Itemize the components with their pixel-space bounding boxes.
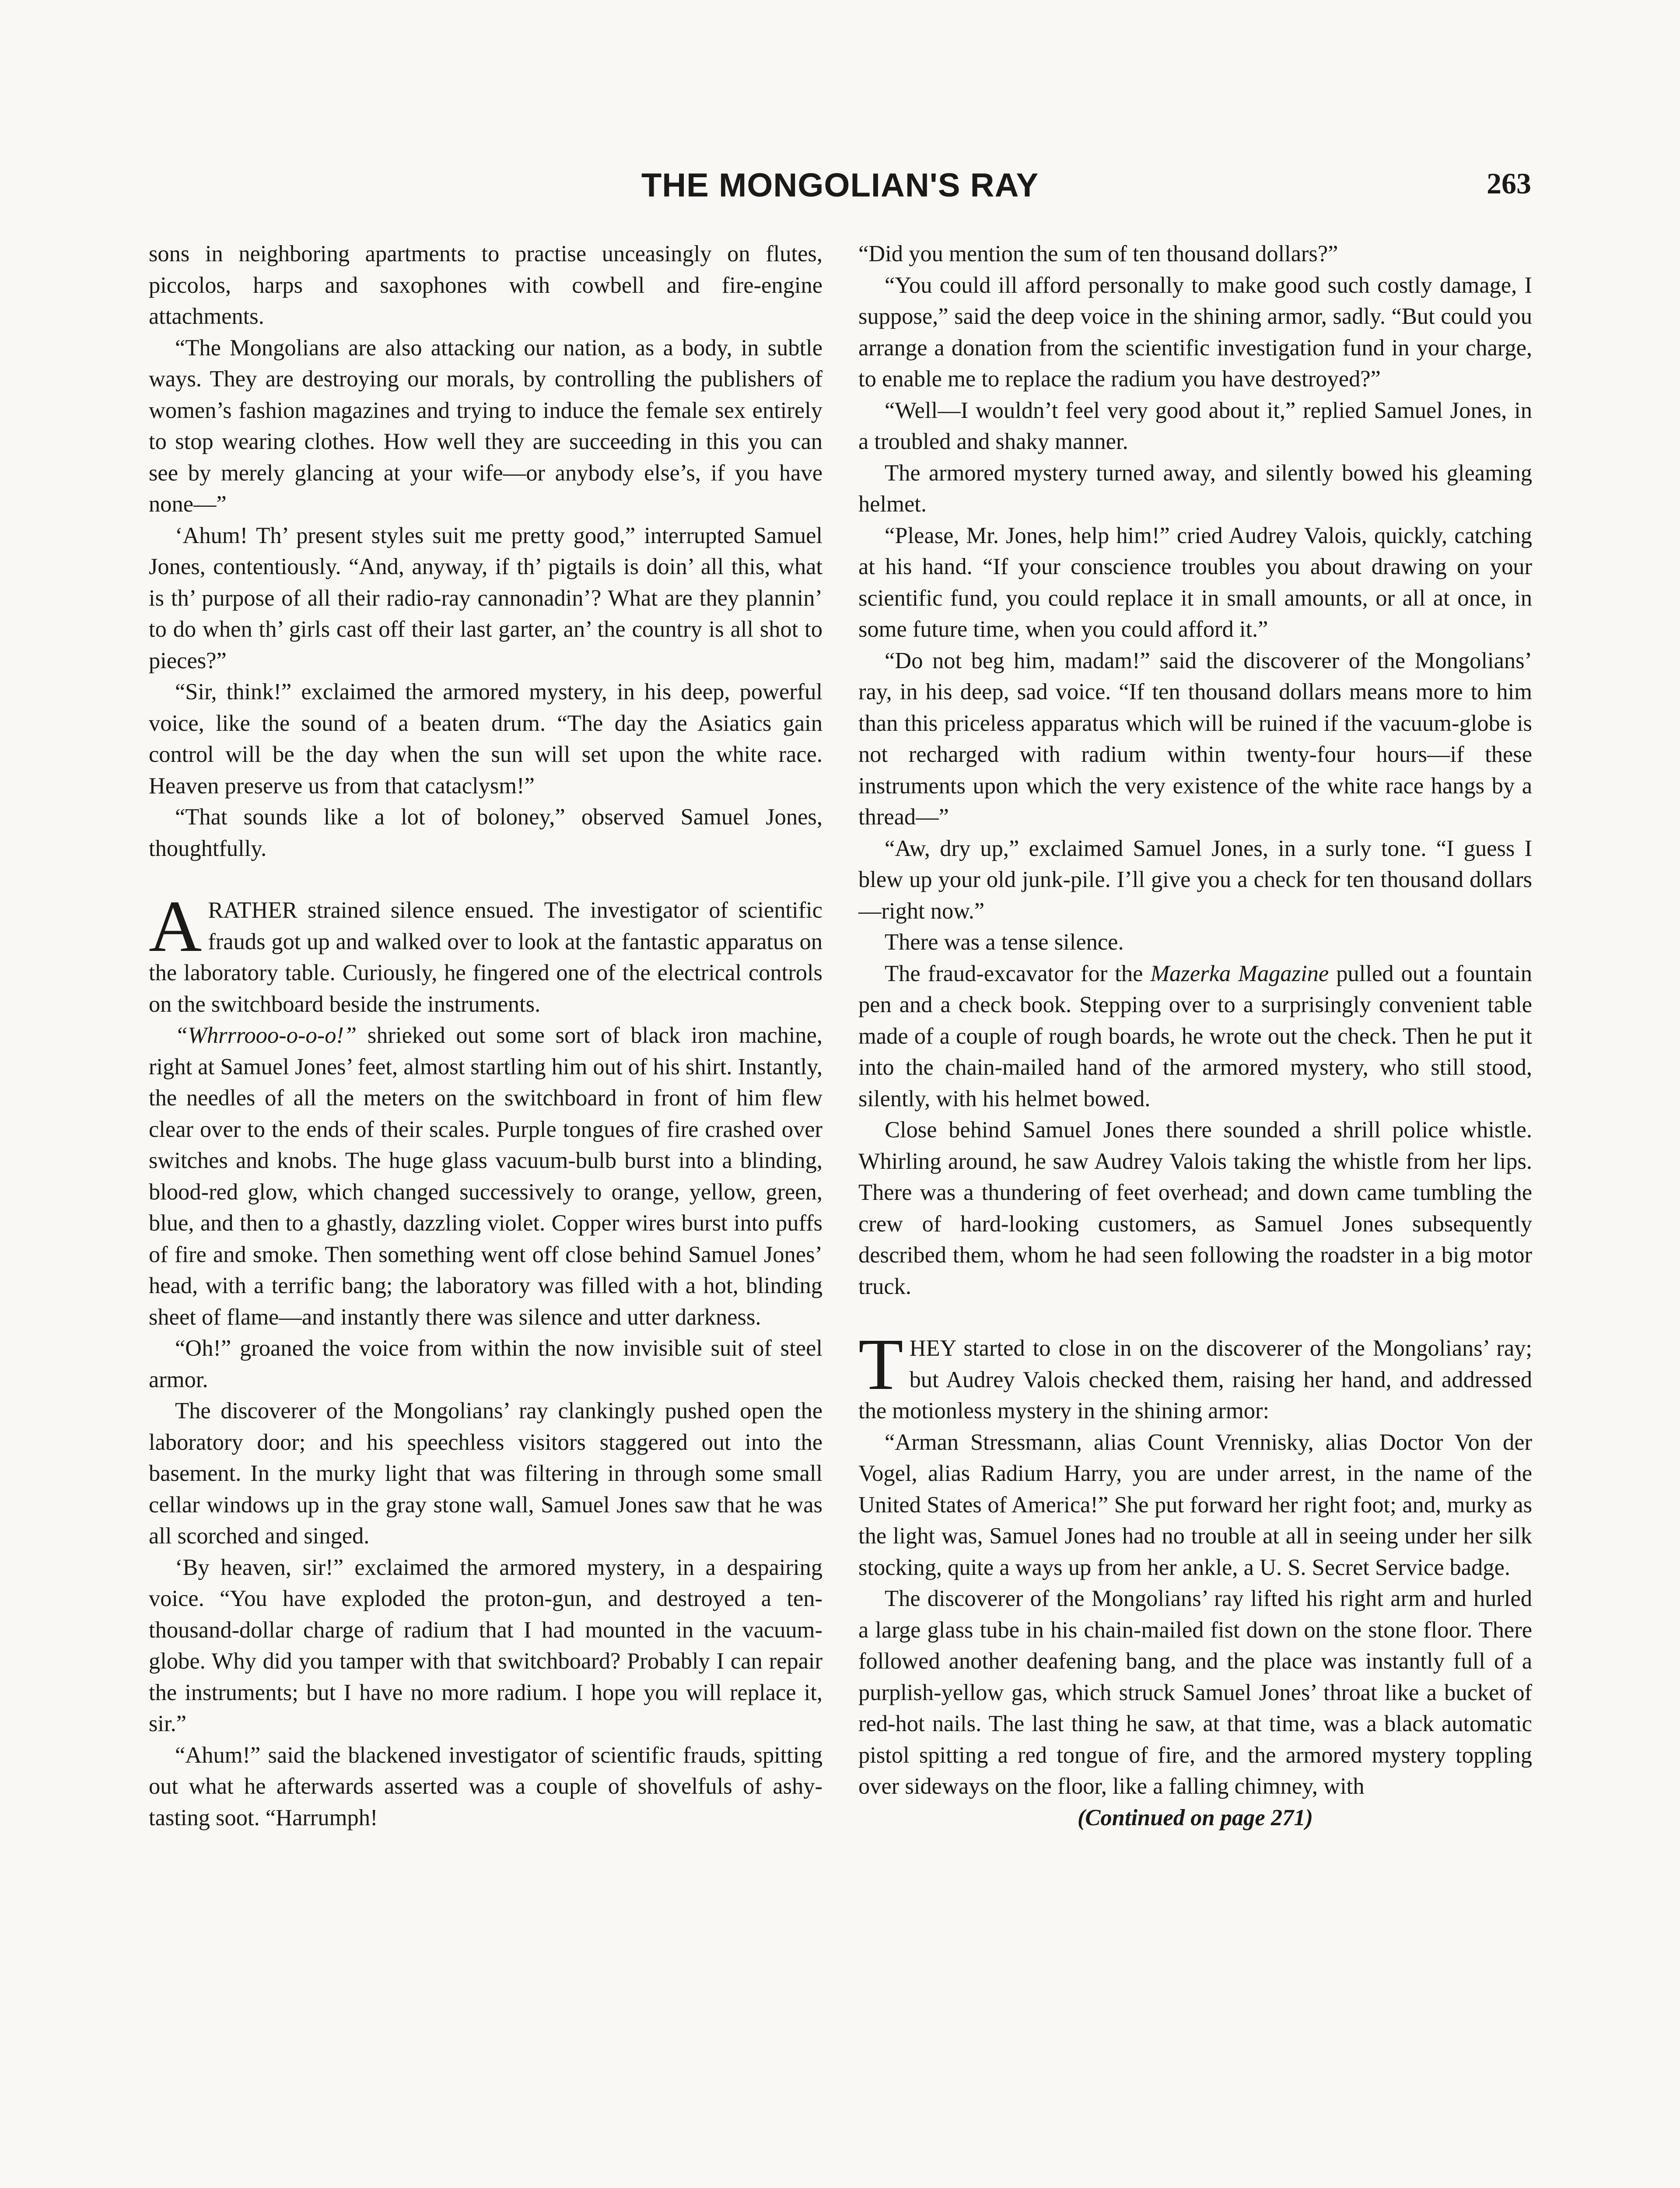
paragraph — [149, 1740, 822, 1834]
drop-cap: A — [149, 886, 202, 967]
paragraph-text: “Well—I wouldn’t feel very good about it,” replied Samuel Jones, in a troubled and shaky manner. — [858, 397, 1532, 454]
paragraph — [858, 395, 1532, 458]
paragraph — [149, 333, 822, 520]
paragraph-text: “Did you mention the sum of ten thousand dollars?” — [858, 241, 1338, 266]
paragraph — [149, 1396, 822, 1552]
paragraph — [858, 238, 1532, 270]
paragraph-text: “You could ill afford personally to make good such costly damage, I suppose,” said the deep voice in the shining armor, sadly. “But could you arrange a donation from the scientific investigation fund in your charge, to enable me to replace the radium you have destroyed?” — [858, 272, 1532, 392]
paragraph-text: RATHER strained silence ensued. The investigator of scientific frauds got up and walked over to look at the fantastic apparatus on the laboratory table. Curiously, he fingered one of the electrical controls on the switchboard beside the instruments. — [149, 898, 822, 1017]
left-column — [149, 238, 822, 1834]
paragraph-text: “Please, Mr. Jones, help him!” cried Audrey Valois, quickly, catching at his hand. “If your conscience troubles you about drawing on your scientific fund, you could replace it in small amounts, or all at once, in some future time, when you could afford it.” — [858, 522, 1532, 642]
paragraph — [149, 886, 822, 1020]
continued-note: (Continued on page 271) — [1077, 1805, 1313, 1830]
paragraph-text: HEY started to close in on the discoverer of the Mongolians’ ray; but Audrey Valois checked them, raising her hand, and addressed the motionless mystery in the shining armor: — [858, 1336, 1532, 1424]
paragraph-text: The discoverer of the Mongolians’ ray clankingly pushed open the laboratory door; and his speechless visitors staggered out into the basement. In the murky light that was filtering in through some small cellar windows up in the gray stone wall, Samuel Jones saw that he was all scorched and singed. — [149, 1398, 822, 1549]
italic-text: “Whrrrooo-o-o-o!” — [175, 1023, 357, 1048]
paragraph-text: Close behind Samuel Jones there sounded a shrill police whistle. Whirling around, he saw Audrey Valois taking the whistle from her lips. There was a thundering of feet overhead; and down came tumbling the crew of hard-looking customers, as Samuel Jones subsequently described them, whom he had seen following the roadster in a big motor truck. — [858, 1117, 1532, 1299]
paragraph — [149, 238, 822, 333]
paragraph — [858, 1427, 1532, 1584]
paragraph — [858, 833, 1532, 927]
paragraph-text: ‘Ahum! Th’ present styles suit me pretty good,” interrupted Samuel Jones, contentiously. “And, anyway, if th’ pigtails is doin’ all this, what is th’ purpose of all their radio-ray cannonadin’? What are they plannin’ to do when th’ girls cast off their last garter, an’ the country is all shot to pieces?” — [149, 522, 822, 673]
paragraph-text: “Oh!” groaned the voice from within the now invisible suit of steel armor. — [149, 1336, 822, 1392]
paragraph — [858, 520, 1532, 645]
paragraph-text: There was a tense silence. — [885, 929, 1124, 955]
paragraph-text: “Sir, think!” exclaimed the armored mystery, in his deep, powerful voice, like the sound of a beaten drum. “The day the Asiatics gain control will be the day when the sun will set upon the white race. Heaven preserve us from that cataclysm!” — [149, 679, 822, 799]
paragraph-text: “That sounds like a lot of boloney,” observed Samuel Jones, thoughtfully. — [149, 804, 822, 861]
paragraph-text: “The Mongolians are also attacking our nation, as a body, in subtle ways. They are destroying our morals, by controlling the publishers of women’s fashion magazines and trying to induce the female sex entirely to stop wearing clothes. How well they are succeeding in this you can see by merely glancing at your wife—or anybody else’s, if you have none—” — [149, 335, 822, 517]
right-column — [858, 238, 1532, 1834]
paragraph — [149, 1552, 822, 1740]
running-title: THE MONGOLIAN'S RAY — [641, 167, 1039, 204]
page-number: 263 — [1487, 167, 1531, 200]
paragraph — [149, 520, 822, 677]
paragraph-text: The discoverer of the Mongolians’ ray lifted his right arm and hurled a large glass tube in his chain-mailed fist down on the stone floor. There followed another deafening bang, and the place was instantly full of a purplish-yellow gas, which struck Samuel Jones’ throat like a bucket of red-hot nails. The last thing he saw, at that time, was a black automatic pistol spitting a red tongue of fire, and the armored mystery toppling over sideways on the floor, like a falling chimney, with — [858, 1586, 1532, 1799]
paragraph — [858, 958, 1532, 1115]
paragraph — [149, 1333, 822, 1396]
paragraph-text: “Do not beg him, madam!” said the discoverer of the Mongolians’ ray, in his deep, sad voice. “If ten thousand dollars means more to him than this priceless apparatus which will be ruined if the vacuum-globe is not recharged with radium within twenty-four hours—if these instruments upon which the very existence of the white race hangs by a thread—” — [858, 648, 1532, 830]
paragraph-text: pulled out a fountain pen and a check book. Stepping over to a surprisingly convenient table made of a couple of rough boards, he wrote out the check. Then he put it into the chain-mailed hand of the armored mystery, who still stood, silently, with his helmet bowed. — [858, 961, 1532, 1112]
paragraph — [858, 645, 1532, 833]
paragraph — [858, 458, 1532, 520]
paragraph — [149, 802, 822, 864]
paragraph-text: The fraud-excavator for the — [885, 961, 1143, 986]
paragraph — [858, 1583, 1532, 1802]
paragraph — [149, 1020, 822, 1333]
page-header — [149, 166, 1531, 214]
paragraph — [858, 927, 1532, 958]
paragraph — [858, 270, 1532, 395]
paragraph — [858, 1115, 1532, 1302]
drop-cap: T — [858, 1324, 903, 1405]
paragraph-text: The armored mystery turned away, and silently bowed his gleaming helmet. — [858, 460, 1532, 517]
paragraph-text: sons in neighboring apartments to practise unceasingly on flutes, piccolos, harps and saxophones with cowbell and fire-engine attachments. — [149, 241, 822, 329]
paragraph — [149, 677, 822, 802]
paragraph-text: “Aw, dry up,” exclaimed Samuel Jones, in a surly tone. “I guess I blew up your old junk-pile. I’ll give you a check for ten thousand dollars—right now.” — [858, 835, 1532, 924]
paragraph-text: “Ahum!” said the blackened investigator of scientific frauds, spitting out what he afterwards asserted was a couple of shovelfuls of ashy-tasting soot. “Harrumph! — [149, 1742, 822, 1830]
paragraph-text: ‘By heaven, sir!” exclaimed the armored mystery, in a despairing voice. “You have exploded the proton-gun, and destroyed a ten-thousand-dollar charge of radium that I had mounted in the vacuum-globe. Why did you tamper with that switchboard? Probably I can repair the instruments; but I have no more radium. I hope you will replace it, sir.” — [149, 1554, 822, 1736]
paragraph-text: shrieked out some sort of black iron machine, right at Samuel Jones’ feet, almost startling him out of his shirt. Instantly, the needles of all the meters on the switchboard in front of him flew clear over to the ends of their scales. Purple tongues of fire crashed over switches and knobs. The huge glass vacuum-bulb burst into a blinding, blood-red glow, which changed successively to orange, yellow, green, blue, and then to a ghastly, dazzling violet. Copper wires burst into puffs of fire and smoke. Then something went off close behind Samuel Jones’ head, with a terrific bang; the laboratory was filled with a hot, blinding sheet of flame—and instantly there was silence and utter darkness. — [149, 1023, 822, 1330]
paragraph-text: “Arman Stressmann, alias Count Vrennisky, alias Doctor Von der Vogel, alias Radium Harry, you are under arrest, in the name of the United States of America!” She put forward her right foot; and, murky as the light was, Samuel Jones had no trouble at all in seeing under her silk stocking, quite a ways up from her ankle, a U. S. Secret Service badge. — [858, 1429, 1532, 1580]
italic-text: Mazerka Magazine — [1150, 961, 1329, 986]
paragraph — [858, 1324, 1532, 1427]
